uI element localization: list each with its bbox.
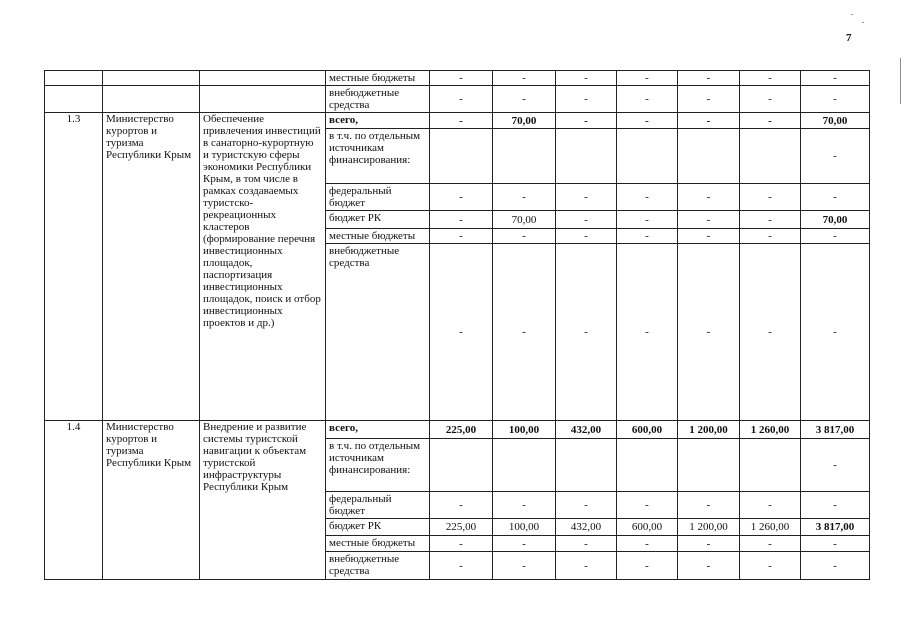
source-label: бюджет РК — [326, 211, 430, 229]
value-cell: - — [678, 113, 740, 129]
value-cell: 1 200,00 — [678, 421, 740, 439]
value-cell: 100,00 — [493, 519, 556, 536]
value-cell: - — [556, 244, 617, 421]
value-cell: - — [617, 536, 678, 552]
source-label: внебюджетные средства — [326, 244, 430, 421]
value-cell: - — [617, 184, 678, 211]
value-cell: - — [678, 184, 740, 211]
value-cell: - — [740, 211, 801, 229]
value-cell: - — [556, 71, 617, 86]
value-cell: - — [801, 229, 870, 244]
value-cell: - — [556, 86, 617, 113]
value-cell: - — [801, 439, 870, 492]
cell-executor — [103, 86, 200, 113]
value-cell: - — [556, 536, 617, 552]
source-label: в т.ч. по отдельным источникам финансирования: — [326, 129, 430, 184]
value-cell: - — [430, 113, 493, 129]
value-cell: - — [556, 211, 617, 229]
value-cell: - — [617, 552, 678, 580]
measure-cell: Внедрение и развитие системы туристской навигации к объектам туристской инфраструктуры Республики Крым — [200, 421, 326, 580]
value-cell: - — [617, 229, 678, 244]
value-cell: - — [556, 229, 617, 244]
cell-measure — [200, 71, 326, 86]
source-label: внебюджетные средства — [326, 552, 430, 580]
value-cell: 432,00 — [556, 519, 617, 536]
value-cell: - — [801, 86, 870, 113]
value-cell: - — [678, 492, 740, 519]
value-cell: 225,00 — [430, 421, 493, 439]
scan-artifact — [900, 58, 901, 104]
value-cell — [556, 439, 617, 492]
value-cell: - — [678, 211, 740, 229]
value-cell: - — [740, 86, 801, 113]
value-cell: - — [493, 184, 556, 211]
value-cell: - — [678, 552, 740, 580]
value-cell: 70,00 — [801, 211, 870, 229]
value-cell: - — [493, 71, 556, 86]
value-cell: - — [556, 552, 617, 580]
value-cell: - — [493, 244, 556, 421]
value-cell — [493, 439, 556, 492]
value-cell: - — [801, 244, 870, 421]
value-cell: - — [740, 552, 801, 580]
value-cell: 70,00 — [801, 113, 870, 129]
cell-num — [45, 86, 103, 113]
value-cell: - — [430, 211, 493, 229]
source-label: местные бюджеты — [326, 229, 430, 244]
item-number: 1.3 — [45, 113, 103, 421]
value-cell: - — [617, 244, 678, 421]
value-cell: 70,00 — [493, 113, 556, 129]
value-cell: - — [801, 184, 870, 211]
value-cell — [617, 439, 678, 492]
table-row — [45, 421, 870, 439]
value-cell: - — [493, 552, 556, 580]
source-label: всего, — [326, 113, 430, 129]
scan-artifact — [862, 22, 864, 23]
value-cell: - — [556, 492, 617, 519]
value-cell: - — [678, 86, 740, 113]
value-cell: 600,00 — [617, 421, 678, 439]
value-cell: - — [617, 113, 678, 129]
value-cell: - — [493, 492, 556, 519]
source-label: внебюджетные средства — [326, 86, 430, 113]
value-cell: - — [430, 552, 493, 580]
value-cell — [493, 129, 556, 184]
value-cell: 100,00 — [493, 421, 556, 439]
value-cell: - — [430, 229, 493, 244]
value-cell: - — [617, 86, 678, 113]
value-cell — [556, 129, 617, 184]
source-label: местные бюджеты — [326, 71, 430, 86]
funding-table — [44, 70, 870, 580]
value-cell: 70,00 — [493, 211, 556, 229]
value-cell: - — [740, 71, 801, 86]
value-cell — [430, 439, 493, 492]
value-cell — [430, 129, 493, 184]
value-cell: - — [430, 536, 493, 552]
value-cell: - — [430, 492, 493, 519]
table-row — [45, 113, 870, 129]
value-cell: - — [617, 211, 678, 229]
value-cell: - — [556, 184, 617, 211]
value-cell: - — [617, 492, 678, 519]
value-cell: - — [801, 552, 870, 580]
value-cell: 225,00 — [430, 519, 493, 536]
value-cell: - — [801, 71, 870, 86]
page-number: 7 — [846, 32, 852, 44]
measure-cell: Обеспечение привлечения инвестиций в санаторно-курортную и туристскую сферы экономики Республики Крым, в том числе в рамках создаваемых туристско-рекреационных кластеров (формирование перечня инвестиционных площадок, паспортизация инвестиционных площадок, поиск и отбор инвестиционных проектов и др.) — [200, 113, 326, 421]
value-cell: - — [678, 71, 740, 86]
table-row — [45, 71, 870, 86]
value-cell — [740, 129, 801, 184]
executor-cell: Министерство курортов и туризма Республики Крым — [103, 421, 200, 580]
value-cell: - — [740, 492, 801, 519]
cell-num — [45, 71, 103, 86]
source-label: местные бюджеты — [326, 536, 430, 552]
value-cell: 3 817,00 — [801, 421, 870, 439]
source-label: в т.ч. по отдельным источникам финансирования: — [326, 439, 430, 492]
source-label: федеральный бюджет — [326, 184, 430, 211]
scan-artifact — [851, 14, 853, 15]
value-cell: - — [801, 129, 870, 184]
value-cell: - — [430, 86, 493, 113]
value-cell: - — [617, 71, 678, 86]
value-cell: - — [493, 536, 556, 552]
value-cell: 1 200,00 — [678, 519, 740, 536]
item-number: 1.4 — [45, 421, 103, 580]
value-cell: - — [430, 71, 493, 86]
value-cell: - — [556, 113, 617, 129]
value-cell: 1 260,00 — [740, 519, 801, 536]
value-cell — [740, 439, 801, 492]
value-cell: - — [678, 229, 740, 244]
value-cell: - — [430, 244, 493, 421]
value-cell: - — [740, 184, 801, 211]
value-cell: - — [801, 492, 870, 519]
value-cell: - — [493, 86, 556, 113]
value-cell: 1 260,00 — [740, 421, 801, 439]
value-cell — [678, 129, 740, 184]
value-cell: - — [678, 536, 740, 552]
source-label: федеральный бюджет — [326, 492, 430, 519]
value-cell: - — [740, 536, 801, 552]
table-row — [45, 86, 870, 113]
executor-cell: Министерство курортов и туризма Республики Крым — [103, 113, 200, 421]
value-cell: 600,00 — [617, 519, 678, 536]
value-cell — [617, 129, 678, 184]
value-cell: - — [493, 229, 556, 244]
value-cell: - — [678, 244, 740, 421]
value-cell: 3 817,00 — [801, 519, 870, 536]
source-label: всего, — [326, 421, 430, 439]
cell-executor — [103, 71, 200, 86]
value-cell: - — [740, 113, 801, 129]
value-cell: 432,00 — [556, 421, 617, 439]
value-cell: - — [740, 244, 801, 421]
value-cell: - — [740, 229, 801, 244]
value-cell: - — [801, 536, 870, 552]
source-label: бюджет РК — [326, 519, 430, 536]
value-cell: - — [430, 184, 493, 211]
cell-measure — [200, 86, 326, 113]
value-cell — [678, 439, 740, 492]
